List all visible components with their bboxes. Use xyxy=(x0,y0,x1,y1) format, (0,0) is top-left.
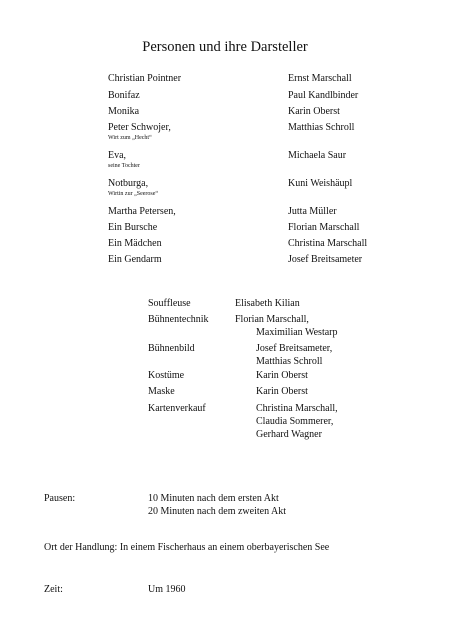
crew-name: Maximilian Westarp xyxy=(256,327,338,338)
crew-name: Gerhard Wagner xyxy=(256,429,322,440)
cast-role: Ein Mädchen xyxy=(108,238,162,249)
crew-name: Matthias Schroll xyxy=(256,356,323,367)
crew-label: Kostüme xyxy=(148,370,185,381)
crew-label: Maske xyxy=(148,386,175,397)
cast-actor: Karin Oberst xyxy=(288,106,340,117)
ort-label: Ort der Handlung: xyxy=(44,542,118,553)
zeit-label: Zeit: xyxy=(44,584,63,595)
crew-name: Karin Oberst xyxy=(256,370,308,381)
crew-label: Bühnenbild xyxy=(148,343,195,354)
crew-label: Kartenverkauf xyxy=(148,403,206,414)
crew-names xyxy=(256,385,308,398)
cast-role: Monika xyxy=(108,106,140,117)
ort-text: In einem Fischerhaus an einem oberbayerischen See xyxy=(119,542,330,553)
cast-actor: Christina Marschall xyxy=(288,238,368,249)
zeit-lines xyxy=(148,583,186,596)
cast-actor: Ernst Marschall xyxy=(288,73,352,84)
crew-names xyxy=(256,342,332,368)
crew-name: Elisabeth Kilian xyxy=(235,298,300,309)
crew-names xyxy=(235,297,300,310)
crew-label: Bühnentechnik xyxy=(148,314,209,325)
cast-actor: Florian Marschall xyxy=(288,222,360,233)
cast-role: Ein Bursche xyxy=(108,222,158,233)
cast-actor: Jutta Müller xyxy=(288,206,337,217)
cast-role: Martha Petersen, xyxy=(108,206,176,217)
cast-actor: Michaela Saur xyxy=(288,150,347,161)
pausen-lines xyxy=(148,492,286,518)
crew-name: Christina Marschall, xyxy=(256,403,338,414)
pausen-label: Pausen: xyxy=(44,493,76,504)
cast-role: Ein Gendarm xyxy=(108,254,162,265)
cast-actor: Paul Kandlbinder xyxy=(288,90,359,101)
cast-role: Notburga, xyxy=(108,178,149,189)
ort-block xyxy=(44,541,329,554)
cast-actor: Matthias Schroll xyxy=(288,122,355,133)
crew-name: Claudia Sommerer, xyxy=(256,416,334,427)
cast-role: Christian Pointner xyxy=(108,73,182,84)
crew-name: Josef Breitsameter, xyxy=(256,343,333,354)
zeit-text: Um 1960 xyxy=(148,584,186,595)
crew-name: Karin Oberst xyxy=(256,386,308,397)
cast-actor: Josef Breitsameter xyxy=(288,254,363,265)
page-title: Personen und ihre Darsteller xyxy=(142,39,308,55)
pausen-line: 20 Minuten nach dem zweiten Akt xyxy=(148,506,287,517)
pausen-line: 10 Minuten nach dem ersten Akt xyxy=(148,493,279,504)
cast-role-description: Wirt zum „Hecht“ xyxy=(108,135,152,141)
cast-role: Bonifaz xyxy=(108,90,140,101)
cast-role-description: seine Tochter xyxy=(108,163,140,169)
cast-role-description: Wirtin zur „Seerose“ xyxy=(108,191,159,197)
crew-name: Florian Marschall, xyxy=(235,314,309,325)
crew-names xyxy=(256,369,308,382)
crew-names xyxy=(235,313,338,339)
cast-actor: Kuni Weishäupl xyxy=(288,178,353,189)
cast-role: Eva, xyxy=(108,150,127,161)
crew-names xyxy=(256,402,338,441)
cast-role: Peter Schwojer, xyxy=(108,122,171,133)
crew-label: Souffleuse xyxy=(148,298,191,309)
